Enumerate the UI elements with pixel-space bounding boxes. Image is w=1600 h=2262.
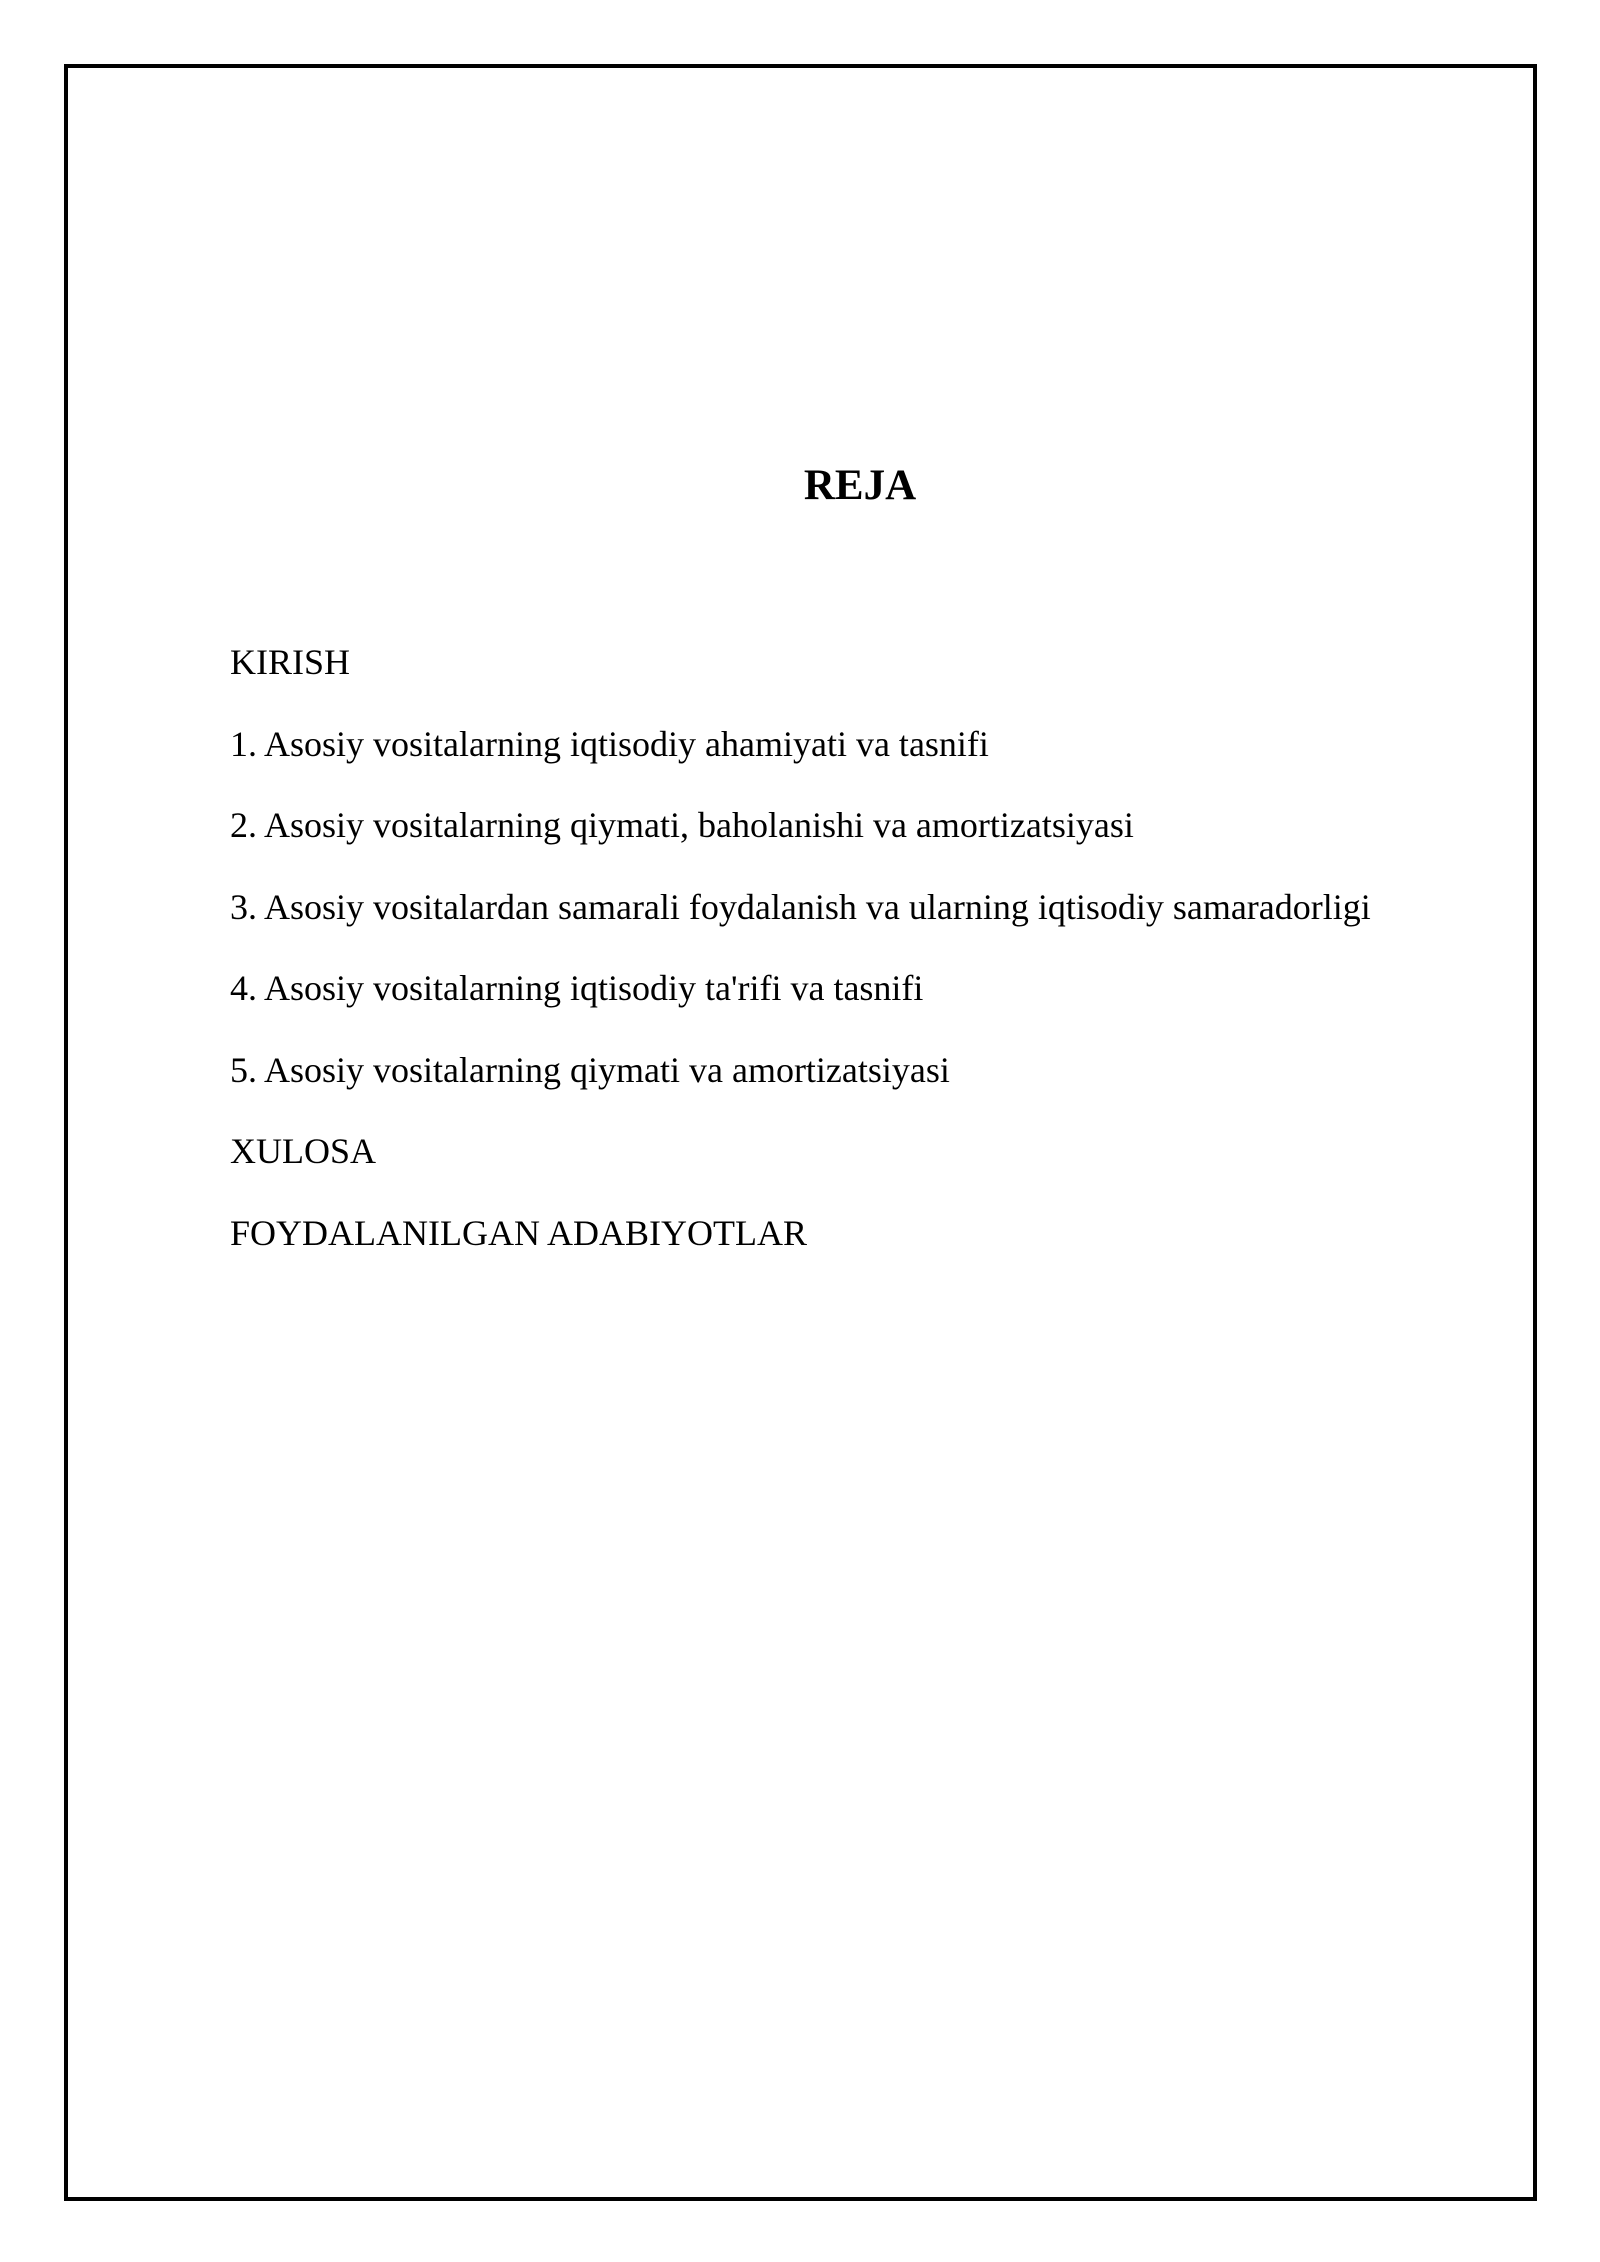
plan-item-introduction: KIRISH	[230, 642, 351, 682]
plan-item-3: 3. Asosiy vositalardan samarali foydalanish va ularning iqtisodiy samaradorligi	[230, 886, 1371, 927]
plan-item-references: FOYDALANILGAN ADABIYOTLAR	[230, 1212, 807, 1253]
plan-item-2: 2. Asosiy vositalarning qiymati, baholanishi va amortizatsiyasi	[230, 805, 1134, 845]
plan-item-1: 1. Asosiy vositalarning iqtisodiy ahamiyati va tasnifi	[230, 723, 989, 764]
plan-list	[230, 640, 1371, 1292]
plan-item-5: 5. Asosiy vositalarning qiymati va amortizatsiyasi	[230, 1049, 950, 1090]
document-title: REJA	[803, 462, 917, 509]
plan-item-conclusion: XULOSA	[230, 1131, 377, 1171]
plan-item-4: 4. Asosiy vositalarning iqtisodiy ta'rifi va tasnifi	[230, 968, 924, 1008]
